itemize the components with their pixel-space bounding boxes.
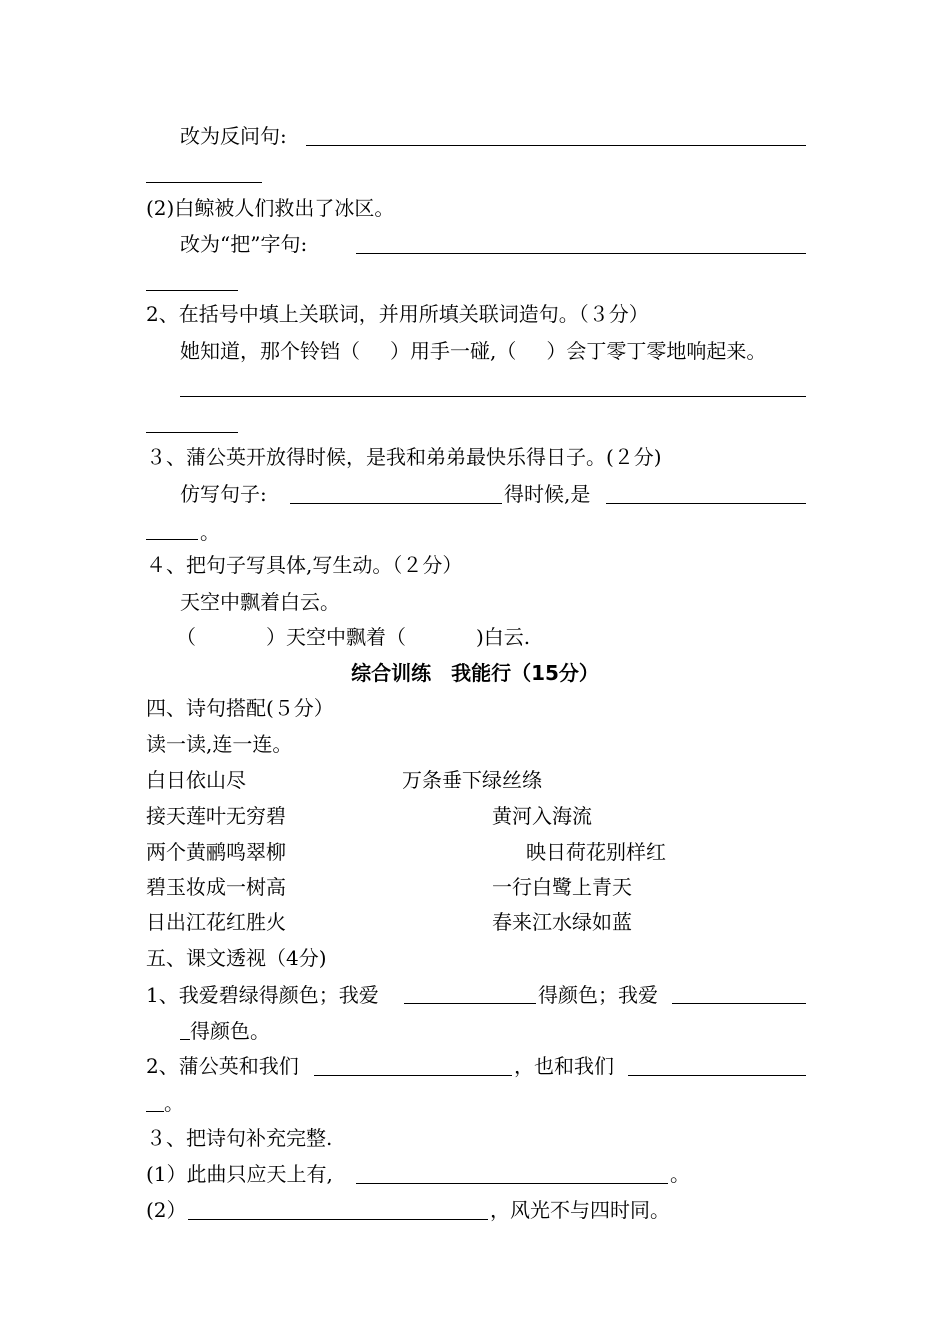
sentence-text: ）用手一碰,（ — [390, 339, 517, 363]
poem-right-line: 万条垂下绿丝绦 — [402, 768, 542, 792]
answer-line[interactable] — [628, 1075, 806, 1076]
question-text: 得颜色。 — [190, 1019, 270, 1043]
answer-line[interactable] — [404, 1003, 536, 1004]
sentence-text: 天空中飘着白云。 — [180, 590, 340, 614]
paren-open: （ — [176, 625, 196, 649]
question-text: (2） — [146, 1198, 187, 1222]
question-title: ３、蒲公英开放得时候，是我和弟弟最快乐得日子。(２分) — [146, 445, 662, 469]
question-text: ，风光不与四时同。 — [490, 1198, 670, 1222]
ba-sentence-label: 改为“把”字句: — [180, 232, 308, 256]
poem-right-line: 映日荷花别样红 — [526, 840, 666, 864]
question-text: 。 — [670, 1162, 690, 1186]
answer-line[interactable] — [290, 503, 502, 504]
poem-left-line: 白日依山尽 — [146, 768, 246, 792]
answer-line[interactable] — [180, 1039, 190, 1040]
poem-right-line: 春来江水绿如蓝 — [492, 910, 632, 934]
imitate-end: 。 — [200, 520, 220, 544]
poem-left-line: 碧玉妆成一树高 — [146, 875, 286, 899]
imitate-label: 仿写句子: — [180, 482, 267, 506]
section-title: 综合训练 我能行（15分） — [351, 661, 599, 685]
section-heading: 四、诗句搭配(５分） — [146, 696, 334, 720]
imitate-mid: 得时候,是 — [504, 482, 591, 506]
question-text: 1、我爱碧绿得颜色；我爱 — [146, 983, 379, 1007]
poem-right-line: 黄河入海流 — [492, 804, 592, 828]
answer-line[interactable] — [606, 503, 806, 504]
sentence-text: ）会丁零丁零地响起来。 — [546, 339, 767, 363]
answer-line[interactable] — [188, 1219, 488, 1220]
sentence-text: ）天空中飘着（ — [266, 625, 406, 649]
answer-line[interactable] — [356, 253, 806, 254]
section-heading: 五、课文透视（4分) — [146, 946, 327, 970]
answer-line[interactable] — [356, 1183, 668, 1184]
answer-line[interactable] — [146, 539, 198, 540]
question-text: ３、把诗句补充完整. — [146, 1126, 333, 1150]
question-text: 得颜色；我爱 — [538, 983, 658, 1007]
answer-line[interactable] — [672, 1003, 806, 1004]
answer-line[interactable] — [180, 396, 806, 397]
answer-line[interactable] — [146, 290, 238, 291]
sentence-text: )白云. — [476, 625, 531, 649]
question-title: ４、把句子写具体,写生动。（２分） — [146, 553, 463, 577]
poem-left-line: 日出江花红胜火 — [146, 910, 286, 934]
answer-line[interactable] — [146, 182, 262, 183]
answer-line[interactable] — [146, 432, 238, 433]
instruction-text: 读一读,连一连。 — [146, 732, 293, 756]
question-text: 2、蒲公英和我们 — [146, 1054, 299, 1078]
poem-right-line: 一行白鹭上青天 — [492, 875, 632, 899]
answer-line[interactable] — [314, 1075, 512, 1076]
answer-line[interactable] — [146, 1111, 164, 1112]
question-text: ，也和我们 — [514, 1054, 614, 1078]
sentence-text: 她知道，那个铃铛（ — [180, 339, 360, 363]
rhetorical-question-label: 改为反问句: — [180, 124, 287, 148]
question-text: 。 — [164, 1091, 184, 1115]
answer-line[interactable] — [306, 145, 806, 146]
poem-left-line: 两个黄鹂鸣翠柳 — [146, 840, 286, 864]
question-title: 2、在括号中填上关联词，并用所填关联词造句。（３分） — [146, 302, 649, 326]
question-item: (2)白鲸被人们救出了冰区。 — [146, 196, 395, 220]
question-text: (1）此曲只应天上有, — [146, 1162, 333, 1186]
poem-left-line: 接天莲叶无穷碧 — [146, 804, 286, 828]
